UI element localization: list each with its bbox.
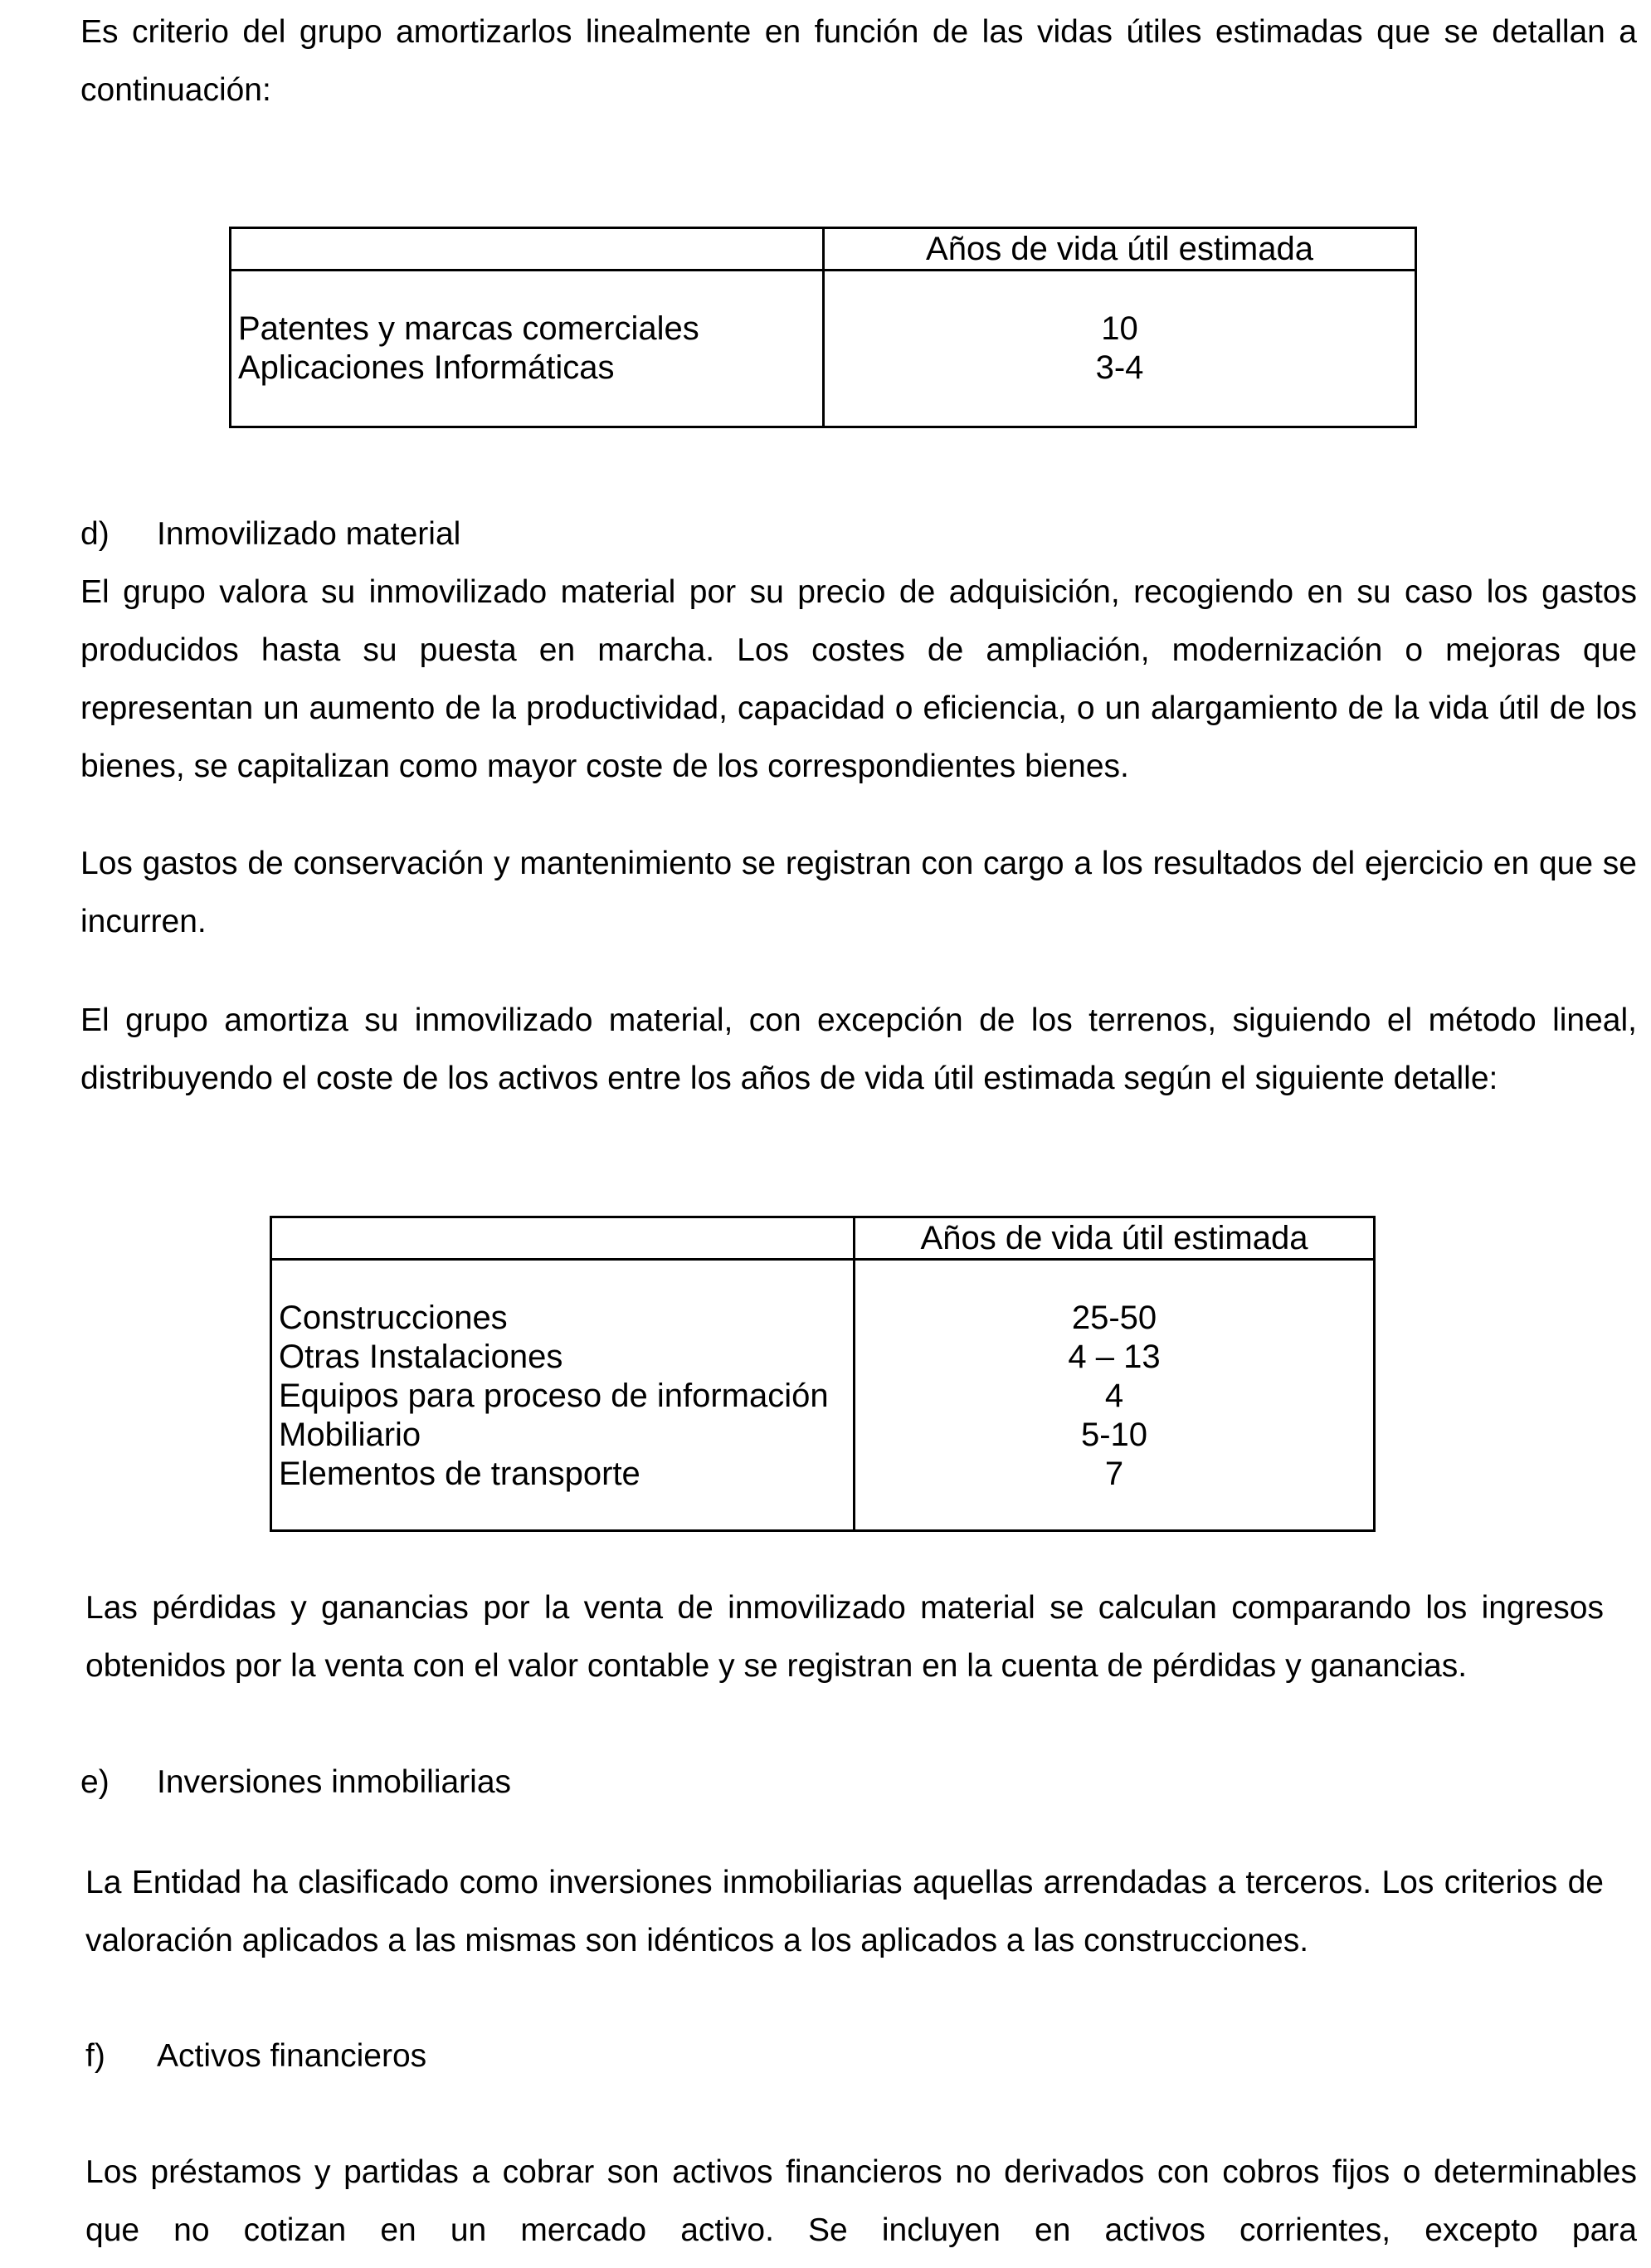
section-letter: e) [80,1764,110,1800]
table-header-empty [231,228,824,271]
table-values-cell [855,1260,1375,1531]
intangible-life-table [229,227,1417,428]
section-heading-f [85,2027,426,2085]
table-header-empty [271,1217,855,1260]
table-row-value: 10 [1101,310,1138,347]
table-header-years: Años de vida útil estimada [855,1217,1375,1260]
table-row-label: Otras Instalaciones [279,1339,563,1375]
section-heading-e [80,1753,511,1812]
table-row-value: 3-4 [1095,349,1144,386]
paragraph-f-1: Los préstamos y partidas a cobrar son activos financieros no derivados con cobros fijos o determinables que no cotizan en un mercado activo. Se incluyen en activos corrientes, excepto para [85,2154,1637,2248]
table-row-label: Construcciones [279,1300,508,1336]
paragraph-after-table: Las pérdidas y ganancias por la venta de inmovilizado material se calculan comparando los ingresos obtenidos por la venta con el valor contable y se registran en la cuenta de pérdidas y ganancias. [85,1590,1604,1684]
table-row-label: Elementos de transporte [279,1456,640,1492]
table-values-cell [824,271,1416,427]
table-labels-cell [231,271,824,427]
table-row-label: Aplicaciones Informáticas [238,349,615,386]
paragraph-d-3: El grupo amortiza su inmovilizado material, con excepción de los terrenos, siguiendo el método lineal, distribuyendo el coste de los activos entre los años de vida útil estimada según el siguiente detalle: [80,1002,1637,1096]
material-life-table [270,1216,1376,1532]
table-row-value: 4 – 13 [1068,1339,1161,1375]
section-letter: d) [80,516,110,552]
section-title: Inmovilizado material [157,516,461,552]
section-letter: f) [85,2038,105,2074]
table-labels-cell [271,1260,855,1531]
table-row-value: 7 [1104,1456,1124,1492]
table-row-label: Patentes y marcas comerciales [238,310,699,347]
section-title: Inversiones inmobiliarias [157,1764,512,1800]
table-row-value: 25-50 [1071,1300,1157,1336]
paragraph-e-1: La Entidad ha clasificado como inversiones inmobiliarias aquellas arrendadas a terceros. Los criterios de valoración aplicados a las mismas son idénticos a los aplicados a las construcciones. [85,1865,1604,1958]
table-row-value: 4 [1104,1378,1124,1414]
table-row-value: 5-10 [1080,1417,1148,1453]
intro-paragraph: Es criterio del grupo amortizarlos linealmente en función de las vidas útiles estimadas que se detallan a continuación: [80,14,1637,108]
section-title: Activos financieros [157,2038,427,2074]
table-row-label: Equipos para proceso de información [279,1378,829,1414]
paragraph-d-1: El grupo valora su inmovilizado material por su precio de adquisición, recogiendo en su caso los gastos producidos hasta su puesta en marcha. Los costes de ampliación, modernización o mejoras que representan un aumento de la productividad, capacidad o eficiencia, o un alargamiento de la vida útil de los bienes, se capitalizan como mayor coste de los correspondientes bienes. [80,574,1637,784]
table-row-label: Mobiliario [279,1417,421,1453]
paragraph-d-2: Los gastos de conservación y mantenimiento se registran con cargo a los resultados del ejercicio en que se incurren. [80,846,1637,939]
table-header-years: Años de vida útil estimada [824,228,1416,271]
section-heading-d [80,505,460,563]
